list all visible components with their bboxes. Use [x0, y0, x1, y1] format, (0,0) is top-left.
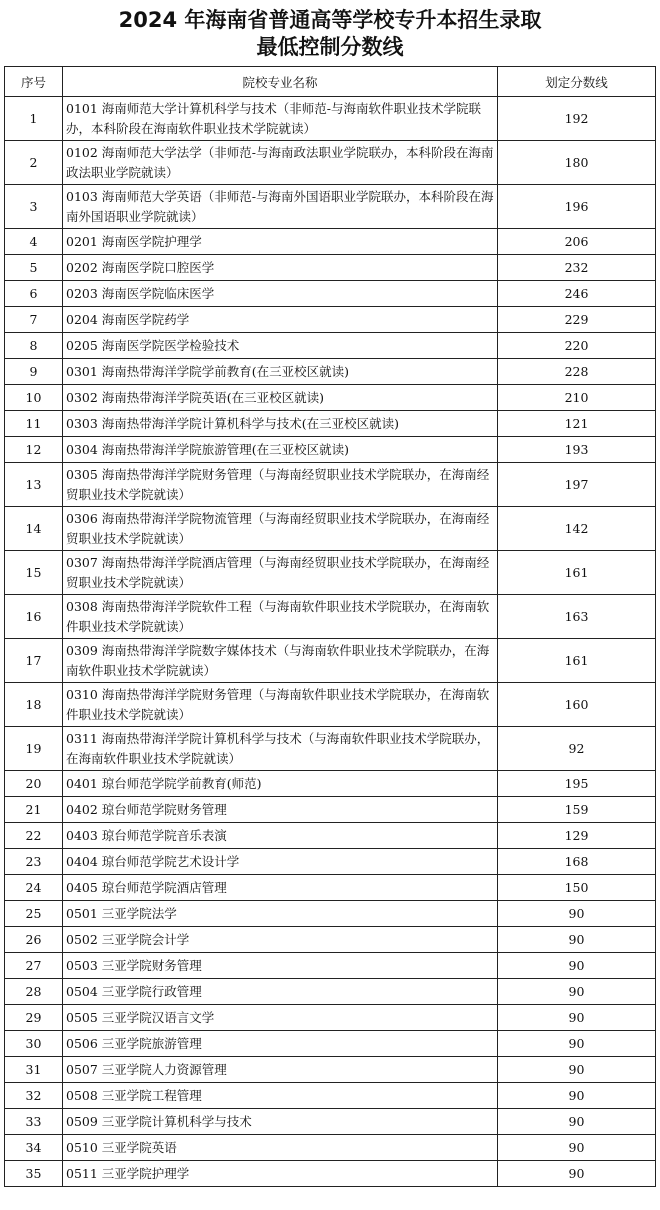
row-score: 196 — [498, 185, 656, 229]
row-program-name: 0101 海南师范大学计算机科学与技术（非师范-与海南软件职业技术学院联办，本科阶段在海南软件职业技术学院就读） — [63, 97, 498, 141]
row-score: 160 — [498, 683, 656, 727]
table-row — [5, 437, 656, 463]
row-score: 246 — [498, 281, 656, 307]
table-row — [5, 953, 656, 979]
document-subtitle: 最低控制分数线 — [256, 35, 404, 59]
row-seq: 11 — [5, 411, 63, 437]
row-seq: 3 — [5, 185, 63, 229]
row-program-name: 0304 海南热带海洋学院旅游管理(在三亚校区就读) — [63, 437, 498, 463]
score-table — [4, 66, 656, 1187]
row-program-name: 0203 海南医学院临床医学 — [63, 281, 498, 307]
table-row — [5, 849, 656, 875]
row-score: 210 — [498, 385, 656, 411]
row-program-name: 0501 三亚学院法学 — [63, 901, 498, 927]
row-score: 197 — [498, 463, 656, 507]
row-program-name: 0404 琼台师范学院艺术设计学 — [63, 849, 498, 875]
row-score: 192 — [498, 97, 656, 141]
table-row — [5, 639, 656, 683]
row-program-name: 0508 三亚学院工程管理 — [63, 1083, 498, 1109]
row-program-name: 0103 海南师范大学英语（非师范-与海南外国语职业学院联办，本科阶段在海南外国语职业学院就读） — [63, 185, 498, 229]
row-seq: 31 — [5, 1057, 63, 1083]
row-seq: 33 — [5, 1109, 63, 1135]
row-program-name: 0402 琼台师范学院财务管理 — [63, 797, 498, 823]
table-row — [5, 97, 656, 141]
row-score: 90 — [498, 1057, 656, 1083]
row-program-name: 0509 三亚学院计算机科学与技术 — [63, 1109, 498, 1135]
row-seq: 23 — [5, 849, 63, 875]
row-program-name: 0201 海南医学院护理学 — [63, 229, 498, 255]
table-row — [5, 823, 656, 849]
row-score: 232 — [498, 255, 656, 281]
row-seq: 2 — [5, 141, 63, 185]
row-seq: 1 — [5, 97, 63, 141]
row-program-name: 0301 海南热带海洋学院学前教育(在三亚校区就读) — [63, 359, 498, 385]
table-row — [5, 727, 656, 771]
table-row — [5, 1031, 656, 1057]
row-program-name: 0507 三亚学院人力资源管理 — [63, 1057, 498, 1083]
row-score: 168 — [498, 849, 656, 875]
row-program-name: 0202 海南医学院口腔医学 — [63, 255, 498, 281]
row-seq: 13 — [5, 463, 63, 507]
row-score: 92 — [498, 727, 656, 771]
row-program-name: 0311 海南热带海洋学院计算机科学与技术（与海南软件职业技术学院联办，在海南软件职业技术学院就读） — [63, 727, 498, 771]
row-seq: 4 — [5, 229, 63, 255]
table-row — [5, 901, 656, 927]
table-row — [5, 771, 656, 797]
row-score: 150 — [498, 875, 656, 901]
table-row — [5, 359, 656, 385]
row-program-name: 0309 海南热带海洋学院数字媒体技术（与海南软件职业技术学院联办，在海南软件职业技术学院就读） — [63, 639, 498, 683]
row-score: 90 — [498, 1031, 656, 1057]
row-score: 90 — [498, 901, 656, 927]
table-row — [5, 797, 656, 823]
row-seq: 32 — [5, 1083, 63, 1109]
row-score: 129 — [498, 823, 656, 849]
table-body — [5, 97, 656, 1187]
table-row — [5, 1109, 656, 1135]
row-seq: 27 — [5, 953, 63, 979]
row-seq: 10 — [5, 385, 63, 411]
row-seq: 25 — [5, 901, 63, 927]
row-program-name: 0506 三亚学院旅游管理 — [63, 1031, 498, 1057]
table-row — [5, 141, 656, 185]
row-score: 195 — [498, 771, 656, 797]
header-score: 划定分数线 — [498, 67, 656, 97]
row-score: 161 — [498, 551, 656, 595]
row-score: 90 — [498, 979, 656, 1005]
row-seq: 29 — [5, 1005, 63, 1031]
row-program-name: 0502 三亚学院会计学 — [63, 927, 498, 953]
table-row — [5, 255, 656, 281]
row-program-name: 0205 海南医学院医学检验技术 — [63, 333, 498, 359]
table-row — [5, 185, 656, 229]
row-score: 159 — [498, 797, 656, 823]
row-seq: 28 — [5, 979, 63, 1005]
row-seq: 16 — [5, 595, 63, 639]
row-seq: 18 — [5, 683, 63, 727]
table-row — [5, 1083, 656, 1109]
row-program-name: 0306 海南热带海洋学院物流管理（与海南经贸职业技术学院联办，在海南经贸职业技术学院就读） — [63, 507, 498, 551]
row-seq: 34 — [5, 1135, 63, 1161]
row-seq: 7 — [5, 307, 63, 333]
table-row — [5, 1005, 656, 1031]
row-seq: 12 — [5, 437, 63, 463]
row-program-name: 0511 三亚学院护理学 — [63, 1161, 498, 1187]
table-row — [5, 463, 656, 507]
row-program-name: 0403 琼台师范学院音乐表演 — [63, 823, 498, 849]
row-seq: 14 — [5, 507, 63, 551]
row-program-name: 0307 海南热带海洋学院酒店管理（与海南经贸职业技术学院联办，在海南经贸职业技术学院就读） — [63, 551, 498, 595]
row-program-name: 0505 三亚学院汉语言文学 — [63, 1005, 498, 1031]
row-program-name: 0308 海南热带海洋学院软件工程（与海南软件职业技术学院联办，在海南软件职业技术学院就读） — [63, 595, 498, 639]
row-score: 121 — [498, 411, 656, 437]
row-seq: 21 — [5, 797, 63, 823]
row-score: 220 — [498, 333, 656, 359]
row-seq: 17 — [5, 639, 63, 683]
row-seq: 35 — [5, 1161, 63, 1187]
row-program-name: 0503 三亚学院财务管理 — [63, 953, 498, 979]
row-score: 90 — [498, 1109, 656, 1135]
table-row — [5, 411, 656, 437]
row-score: 90 — [498, 953, 656, 979]
table-row — [5, 551, 656, 595]
row-seq: 8 — [5, 333, 63, 359]
table-row — [5, 385, 656, 411]
row-score: 163 — [498, 595, 656, 639]
table-row — [5, 595, 656, 639]
table-row — [5, 927, 656, 953]
header-name: 院校专业名称 — [63, 67, 498, 97]
row-seq: 30 — [5, 1031, 63, 1057]
table-header-row — [5, 67, 656, 97]
row-seq: 26 — [5, 927, 63, 953]
row-score: 90 — [498, 1135, 656, 1161]
row-seq: 24 — [5, 875, 63, 901]
document-title: 2024 年海南省普通高等学校专升本招生录取 — [118, 8, 542, 32]
row-score: 229 — [498, 307, 656, 333]
row-seq: 22 — [5, 823, 63, 849]
row-score: 90 — [498, 927, 656, 953]
table-row — [5, 979, 656, 1005]
table-row — [5, 1161, 656, 1187]
row-program-name: 0305 海南热带海洋学院财务管理（与海南经贸职业技术学院联办，在海南经贸职业技术学院就读） — [63, 463, 498, 507]
row-program-name: 0302 海南热带海洋学院英语(在三亚校区就读) — [63, 385, 498, 411]
row-score: 142 — [498, 507, 656, 551]
row-program-name: 0204 海南医学院药学 — [63, 307, 498, 333]
row-program-name: 0310 海南热带海洋学院财务管理（与海南软件职业技术学院联办，在海南软件职业技术学院就读） — [63, 683, 498, 727]
row-seq: 6 — [5, 281, 63, 307]
row-seq: 19 — [5, 727, 63, 771]
row-program-name: 0504 三亚学院行政管理 — [63, 979, 498, 1005]
row-program-name: 0102 海南师范大学法学（非师范-与海南政法职业学院联办，本科阶段在海南政法职业学院就读） — [63, 141, 498, 185]
row-program-name: 0405 琼台师范学院酒店管理 — [63, 875, 498, 901]
table-row — [5, 875, 656, 901]
row-program-name: 0303 海南热带海洋学院计算机科学与技术(在三亚校区就读) — [63, 411, 498, 437]
row-seq: 20 — [5, 771, 63, 797]
row-seq: 5 — [5, 255, 63, 281]
row-score: 90 — [498, 1005, 656, 1031]
row-score: 193 — [498, 437, 656, 463]
table-row — [5, 307, 656, 333]
row-seq: 15 — [5, 551, 63, 595]
row-score: 180 — [498, 141, 656, 185]
table-row — [5, 333, 656, 359]
row-score: 228 — [498, 359, 656, 385]
table-row — [5, 229, 656, 255]
row-program-name: 0510 三亚学院英语 — [63, 1135, 498, 1161]
table-row — [5, 1135, 656, 1161]
table-row — [5, 683, 656, 727]
row-score: 161 — [498, 639, 656, 683]
row-score: 90 — [498, 1161, 656, 1187]
table-row — [5, 1057, 656, 1083]
row-score: 90 — [498, 1083, 656, 1109]
row-program-name: 0401 琼台师范学院学前教育(师范) — [63, 771, 498, 797]
row-score: 206 — [498, 229, 656, 255]
header-seq: 序号 — [5, 67, 63, 97]
table-row — [5, 281, 656, 307]
row-seq: 9 — [5, 359, 63, 385]
table-row — [5, 507, 656, 551]
